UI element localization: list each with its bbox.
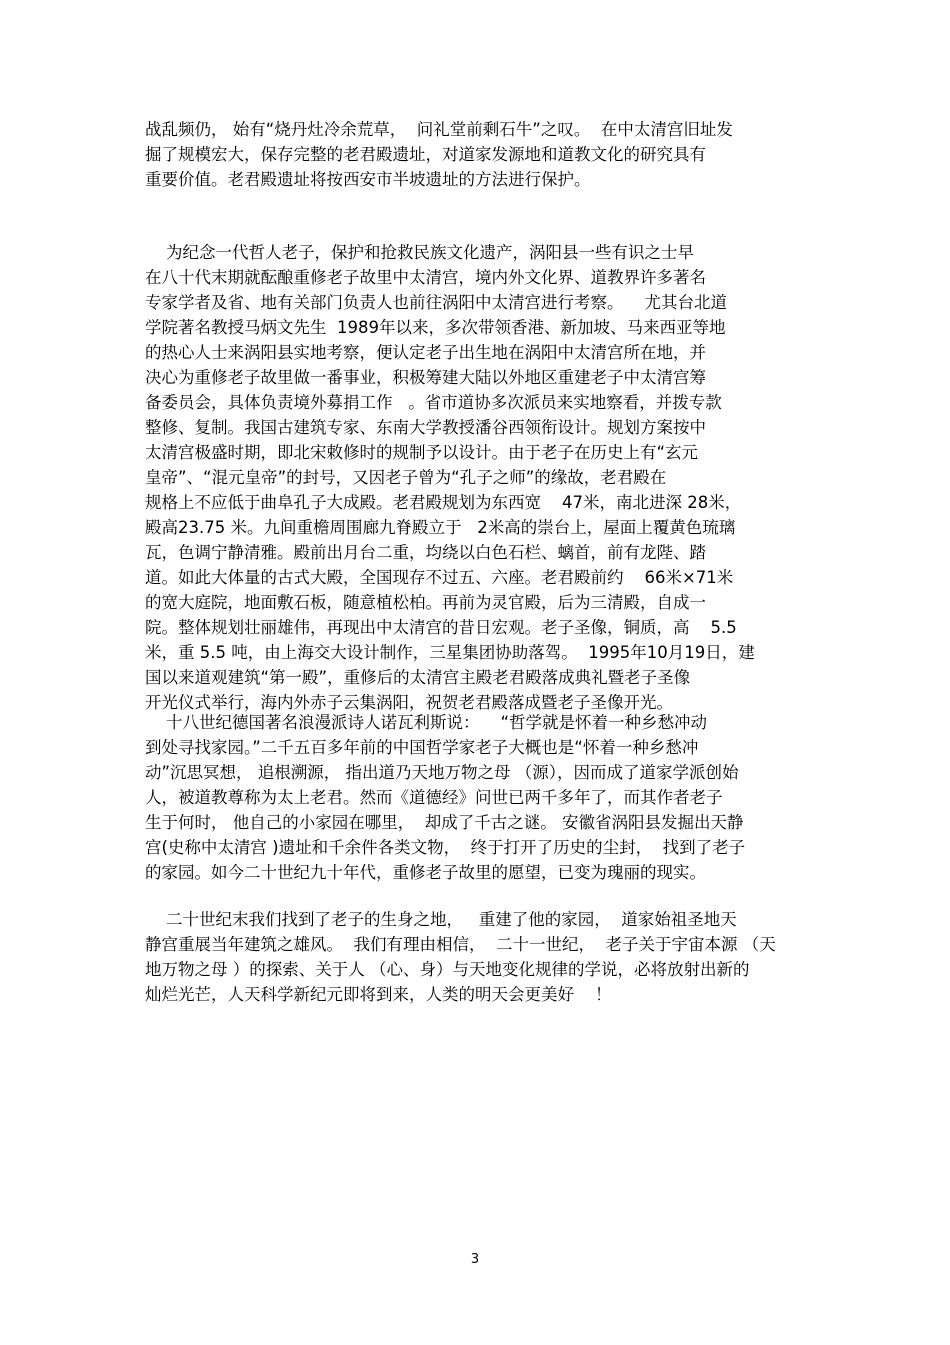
text-line: 灿烂光芒，人天科学新纪元即将到来，人类的明天会更美好 ！ [145, 985, 612, 1004]
text-line: 专家学者及省、地有关部门负责人也前往涡阳中太清宫进行考察。 尤其台北道 [145, 293, 727, 312]
text-line: 太清宫极盛时期，即北宋敕修时的规制予以设计。由于老子在历史上有“玄元 [145, 443, 699, 462]
text-line: 的热心人士来涡阳县实地考察，便认定老子出生地在涡阳中太清宫所在地，并 [145, 343, 706, 362]
text-line: 学院著名教授马炳文先生 1989年以来，多次带领香港、新加坡、马来西亚等地 [145, 318, 726, 337]
page-number: 3 [470, 1252, 480, 1267]
paragraph-2 [145, 240, 815, 715]
text-line: 宫(史称中太清宫 )遗址和千余件各类文物， 终于打开了历史的尘封， 找到了老子 [145, 838, 746, 857]
text-line: 殿高23.75 米。九间重檐周围廊九脊殿立于 2米高的崇台上，屋面上覆黄色琉璃 [145, 518, 736, 537]
text-line: 为纪念一代哲人老子，保护和抢救民族文化遗产，涡阳县一些有识之士早 [145, 243, 694, 262]
paragraph-4 [145, 907, 815, 1007]
text-line: 的宽大庭院，地面敷石板，随意植松柏。再前为灵官殿，后为三清殿，自成一 [145, 593, 706, 612]
text-line: 动”沉思冥想， 追根溯源， 指出道乃天地万物之母 （源），因而成了道家学派创始 [145, 763, 739, 782]
text-line: 人，被道教尊称为太上老君。然而《道德经》问世已两千多年了，而其作者老子 [145, 788, 723, 807]
text-line: 的家园。如今二十世纪九十年代，重修老子故里的愿望，已变为瑰丽的现实。 [145, 863, 706, 882]
text-line: 静宫重展当年建筑之雄风。 我们有理由相信， 二十一世纪， 老子关于宇宙本源 （天 [145, 935, 776, 954]
text-line: 生于何时， 他自己的小家园在哪里， 却成了千古之谜。 安徽省涡阳县发掘出天静 [145, 813, 744, 832]
text-line: 二十世纪末我们找到了老子的生身之地， 重建了他的家园， 道家始祖圣地天 [145, 910, 737, 929]
text-line: 在八十代末期就酝酿重修老子故里中太清宫，境内外文化界、道教界许多著名 [145, 268, 706, 287]
text-line: 国以来道观建筑“第一殿”，重修后的太清宫主殿老君殿落成典礼暨老子圣像 [145, 668, 691, 687]
paragraph-1 [145, 117, 815, 192]
text-line: 掘了规模宏大，保存完整的老君殿遗址，对道家发源地和道教文化的研究具有 [145, 145, 706, 164]
text-line: 道。如此大体量的古式大殿，全国现存不过五、六座。老君殿前约 66米×71米 [145, 568, 734, 587]
text-line: 规格上不应低于曲阜孔子大成殿。老君殿规划为东西宽 47米，南北进深 28米， [145, 493, 742, 512]
text-line: 米，重 5.5 吨，由上海交大设计制作，三星集团协助落驾。 1995年10月19日，建 [145, 643, 755, 662]
text-line: 战乱频仍， 始有“烧丹灶冷余荒草， 问礼堂前剩石牛”之叹。 在中太清宫旧址发 [145, 120, 733, 139]
text-line: 皇帝”、“混元皇帝”的封号，又因老子曾为“孔子之师”的缘故，老君殿在 [145, 468, 667, 487]
text-line: 到处寻找家园。”二千五百多年前的中国哲学家老子大概也是“怀着一种乡愁冲 [145, 738, 699, 757]
text-line: 瓦，色调宁静清雅。殿前出月台二重，均绕以白色石栏、螭首，前有龙陛、踏 [145, 543, 706, 562]
text-line: 十八世纪德国著名浪漫派诗人诺瓦利斯说： “哲学就是怀着一种乡愁冲动 [145, 713, 708, 732]
text-line: 地万物之母 ）的探索、关于人 （心、身）与天地变化规律的学说，必将放射出新的 [145, 960, 750, 979]
text-line: 整修、复制。我国古建筑专家、东南大学教授潘谷西领衔设计。规划方案按中 [145, 418, 706, 437]
text-line: 开光仪式举行，海内外赤子云集涡阳，祝贺老君殿落成暨老子圣像开光。 [145, 693, 673, 712]
text-line: 决心为重修老子故里做一番事业，积极筹建大陆以外地区重建老子中太清宫筹 [145, 368, 706, 387]
text-line: 重要价值。老君殿遗址将按西安市半坡遗址的方法进行保护。 [145, 170, 591, 189]
paragraph-3 [145, 710, 815, 885]
text-line: 备委员会，具体负责境外募捐工作 。省市道协多次派员来实地察看，并拨专款 [145, 393, 722, 412]
text-line: 院。整体规划壮丽雄伟，再现出中太清宫的昔日宏观。老子圣像，铜质，高 5.5 [145, 618, 737, 637]
